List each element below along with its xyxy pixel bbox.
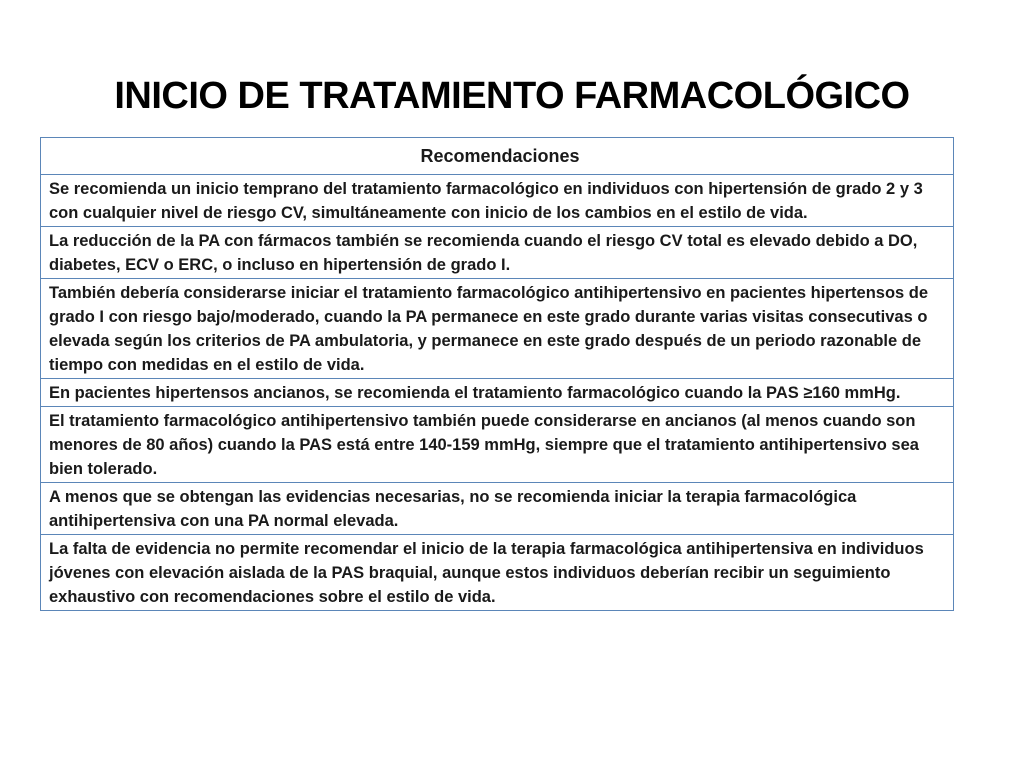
table-row	[41, 279, 954, 379]
table-row	[41, 535, 954, 611]
recommendations-table	[40, 137, 954, 611]
recommendation-cell: A menos que se obtengan las evidencias necesarias, no se recomienda iniciar la terapia farmacológica antihipertensiva con una PA normal elevada.	[41, 483, 954, 535]
slide-title: INICIO DE TRATAMIENTO FARMACOLÓGICO	[114, 75, 910, 117]
recommendation-cell: La falta de evidencia no permite recomendar el inicio de la terapia farmacológica antihipertensiva en individuos jóvenes con elevación aislada de la PAS braquial, aunque estos individuos deberían recibir un seguimiento exhaustivo con recomendaciones sobre el estilo de vida.	[41, 535, 954, 611]
table-row	[41, 227, 954, 279]
table-row	[41, 379, 954, 407]
recommendation-cell: En pacientes hipertensos ancianos, se recomienda el tratamiento farmacológico cuando la PAS ≥160 mmHg.	[41, 379, 954, 407]
table-row	[41, 483, 954, 535]
table-header-recomendaciones: Recomendaciones	[41, 138, 954, 175]
recommendation-cell: Se recomienda un inicio temprano del tratamiento farmacológico en individuos con hipertensión de grado 2 y 3 con cualquier nivel de riesgo CV, simultáneamente con inicio de los cambios en el estilo de vida.	[41, 175, 954, 227]
recommendation-cell: El tratamiento farmacológico antihipertensivo también puede considerarse en ancianos (al menos cuando son menores de 80 años) cuando la PAS está entre 140-159 mmHg, siempre que el tratamiento antihipertensivo sea bien tolerado.	[41, 407, 954, 483]
table-row	[41, 175, 954, 227]
recommendation-cell: También debería considerarse iniciar el tratamiento farmacológico antihipertensivo en pacientes hipertensos de grado I con riesgo bajo/moderado, cuando la PA permanece en este grado durante varias visitas consecutivas o elevada según los criterios de PA ambulatoria, y permanece en este grado después de un periodo razonable de tiempo con medidas en el estilo de vida.	[41, 279, 954, 379]
table-header-row	[41, 138, 954, 175]
recommendation-cell: La reducción de la PA con fármacos también se recomienda cuando el riesgo CV total es elevado debido a DO, diabetes, ECV o ERC, o incluso en hipertensión de grado I.	[41, 227, 954, 279]
table-row	[41, 407, 954, 483]
